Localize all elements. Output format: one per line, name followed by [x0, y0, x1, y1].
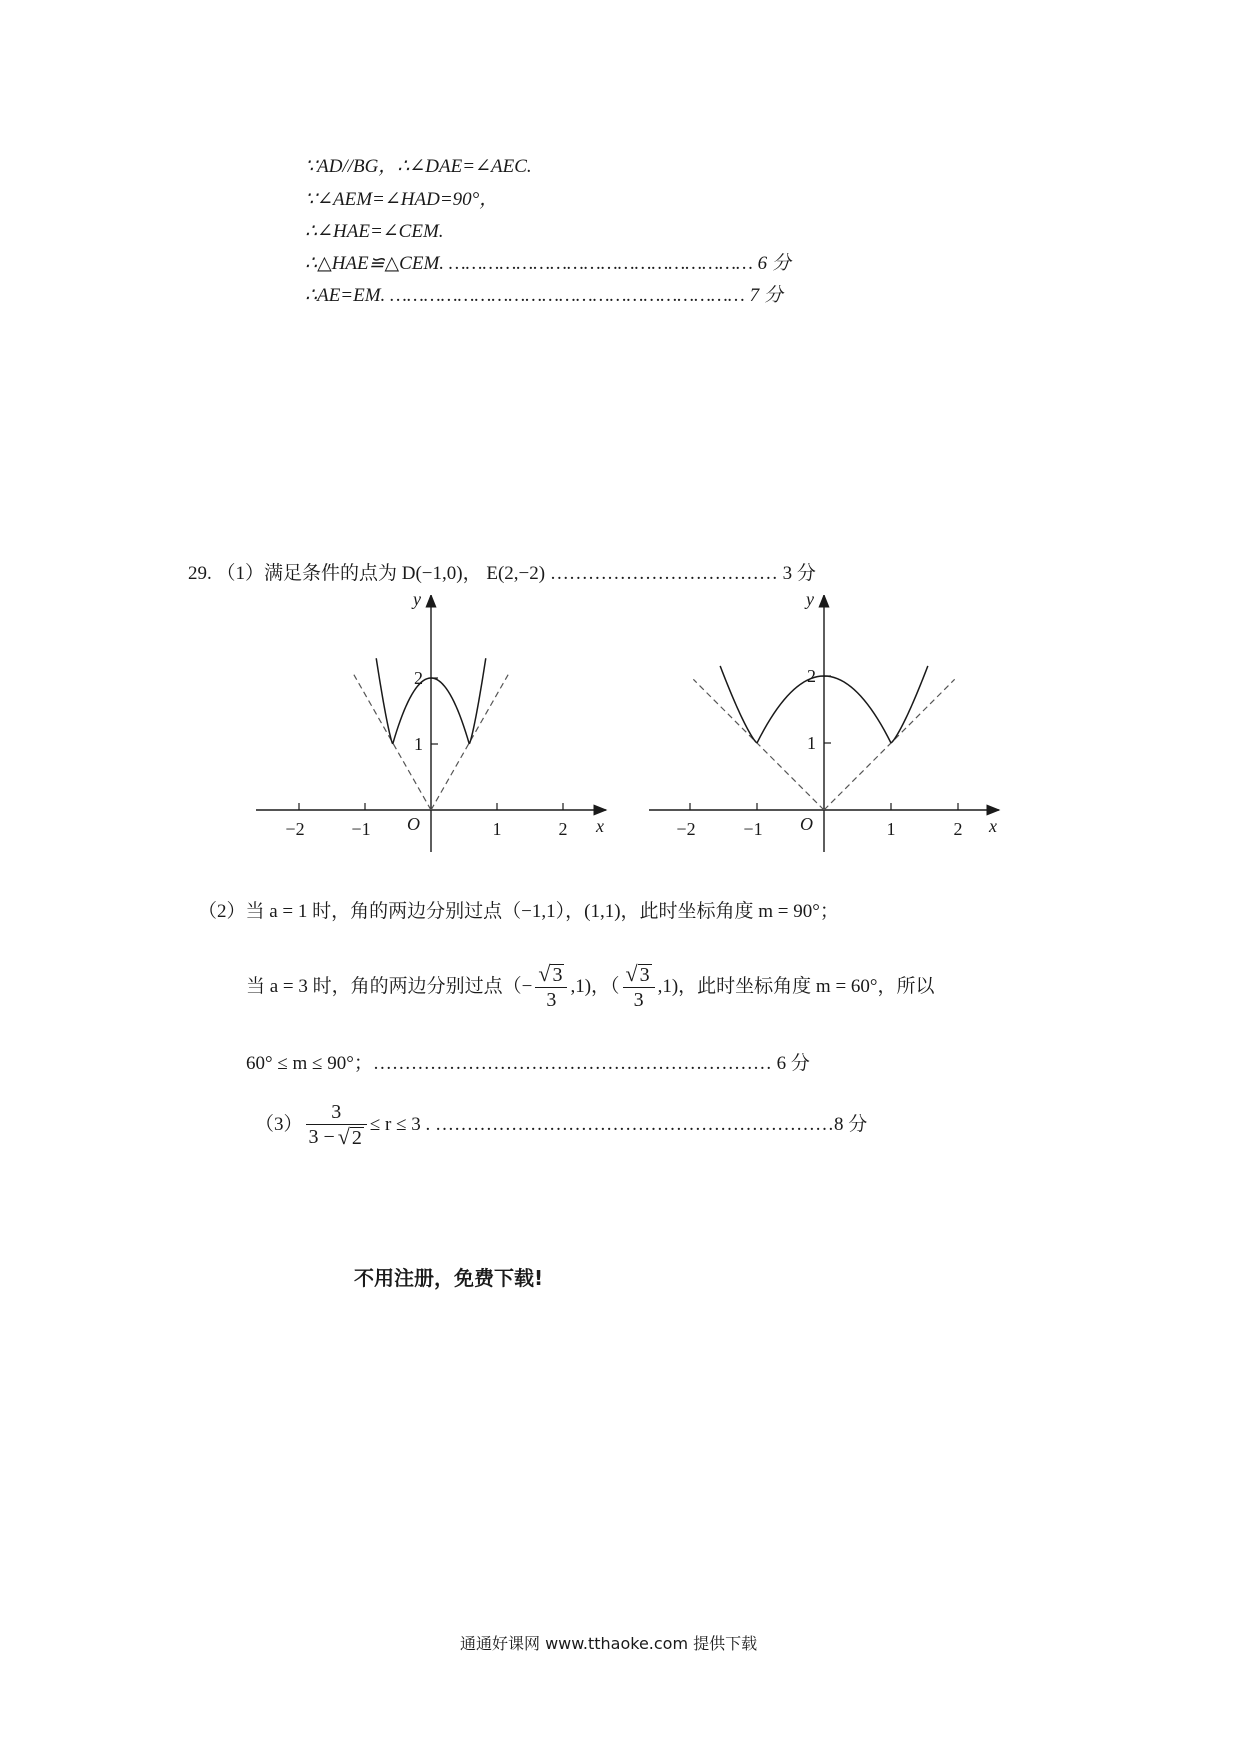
y-tick-label: 2	[414, 668, 423, 688]
y-axis-label: y	[806, 595, 814, 609]
dashed-line-left	[693, 679, 824, 810]
origin-label: O	[407, 814, 420, 834]
dashed-line-right	[824, 679, 955, 810]
footer-credit: 通通好课网 www.tthaoke.com 提供下载	[460, 1634, 758, 1653]
curve-right-branch	[469, 658, 486, 744]
x-tick-label: 2	[558, 819, 568, 839]
origin-label: O	[800, 814, 813, 834]
proof-line-1: ∵AD//BG，∴∠DAE=∠AEC.	[305, 156, 532, 177]
den3-a: 3	[546, 989, 557, 1011]
x-tick-label: 1	[492, 819, 502, 839]
frac3-den-pre: 3 −	[308, 1126, 335, 1148]
fraction-sqrt3-over-3-a: √ 3 3	[535, 962, 567, 1012]
curve-left-branch	[376, 658, 393, 744]
fraction-sqrt3-over-3-b: √ 3 3	[623, 962, 655, 1012]
q29-part2-b-mid1: ,1)，（	[570, 976, 620, 997]
q29-part3-pre: （3）	[255, 1113, 303, 1135]
graphs	[0, 595, 1240, 895]
y-axis-label: y	[413, 595, 421, 609]
y-tick-label: 2	[807, 666, 816, 686]
q29-part3	[255, 1100, 867, 1149]
free-download-note: 不用注册，免费下载!	[354, 1266, 544, 1290]
x-axis-label: x	[596, 816, 604, 836]
q29-part2-a: （2）当 a = 1 时，角的两边分别过点（−1,1），(1,1)，此时坐标角度 m = 90°；	[198, 901, 839, 922]
fraction-3-over-3-minus-sqrt2: 3 3 − √ 2	[306, 1100, 367, 1149]
curve-right-branch	[891, 666, 928, 743]
proof-line-2: ∵∠AEM=∠HAD=90°，	[305, 189, 499, 210]
frac3-num: 3	[331, 1101, 342, 1123]
q29-part2-c: 60° ≤ m ≤ 90°；……………………………………………………… 6 分	[246, 1053, 810, 1074]
graph-left	[256, 595, 606, 852]
x-tick-label: −1	[743, 819, 763, 839]
den3-b: 3	[633, 989, 644, 1011]
y-tick-label: 1	[807, 733, 816, 753]
graph-right	[649, 595, 999, 852]
sqrt3-a: 3	[552, 964, 563, 986]
q29-part1: 29. （1）满足条件的点为 D(−1,0)， E(2,−2) ……………………………… 3 分	[188, 563, 816, 584]
proof-line-4: ∴△HAE≌△CEM. ……………………………………………… 6 分	[305, 253, 791, 274]
x-tick-label: −2	[676, 819, 696, 839]
proof-line-5: ∴AE=EM. ……………………………………………………… 7 分	[305, 285, 783, 306]
proof-line-3: ∴∠HAE=∠CEM.	[305, 221, 444, 242]
sqrt2: 2	[351, 1127, 362, 1149]
q29-part2-b-mid2: ,1)，此时坐标角度 m = 60°，所以	[657, 976, 935, 997]
x-tick-label: 1	[886, 819, 896, 839]
x-tick-label: −1	[351, 819, 371, 839]
y-tick-label: 1	[414, 734, 423, 754]
q29-part2-b-pre: 当 a = 3 时，角的两边分别过点（−	[246, 976, 533, 997]
x-axis-label: x	[989, 816, 997, 836]
curve-left-branch	[720, 666, 757, 743]
x-tick-label: 2	[953, 819, 963, 839]
x-tick-label: −2	[285, 819, 305, 839]
q29-part2-b	[246, 962, 935, 1012]
q29-part3-post: ≤ r ≤ 3 . ………………………………………………………8 分	[369, 1113, 868, 1135]
sqrt3-b: 3	[639, 964, 650, 986]
